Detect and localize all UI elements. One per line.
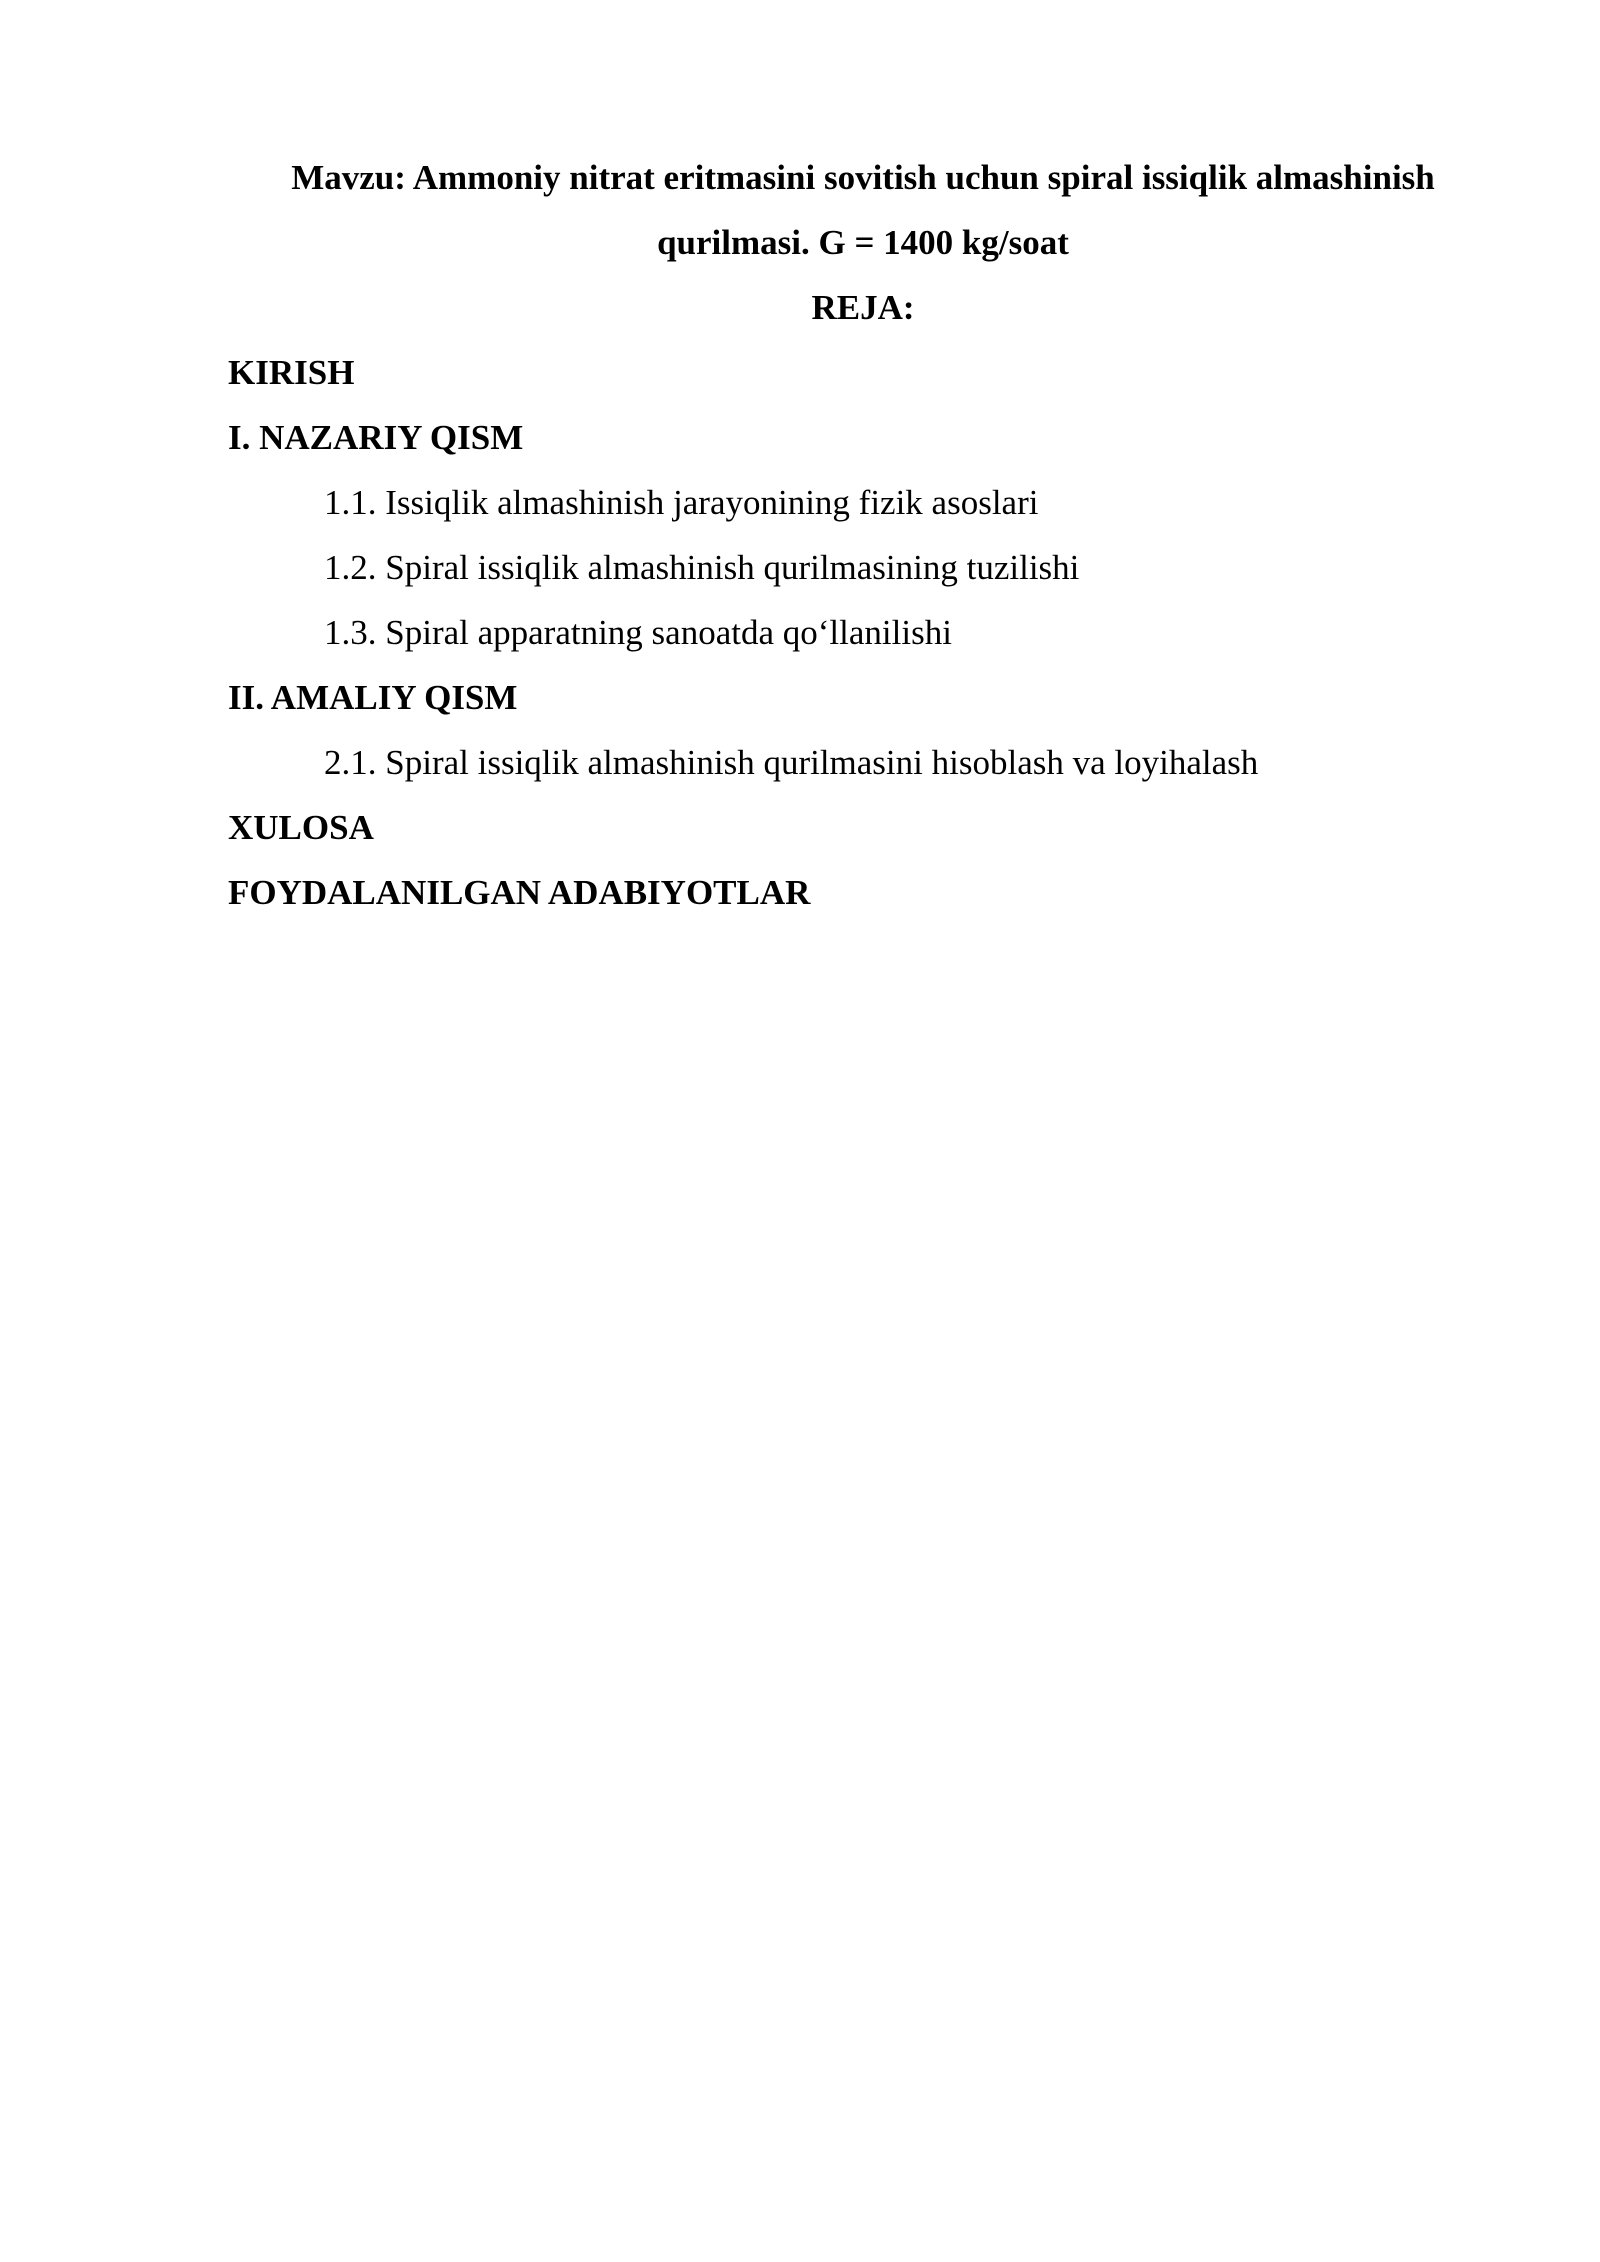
document-title: [226, 145, 1500, 340]
outline-subitem-2-1: 2.1. Spiral issiqlik almashinish qurilmasini hisoblash va loyihalash: [324, 743, 1259, 782]
title-line-1: Mavzu: Ammoniy nitrat eritmasini sovitish uchun spiral issiqlik almashinish: [291, 158, 1435, 197]
outline-item-nazariy-qism: I. NAZARIY QISM: [228, 418, 524, 457]
plan-outline: [228, 340, 1258, 925]
outline-item-amaliy-qism: II. AMALIY QISM: [228, 678, 518, 717]
outline-subitem-1-2: 1.2. Spiral issiqlik almashinish qurilmasining tuzilishi: [324, 548, 1080, 587]
title-line-2: qurilmasi. G = 1400 kg/soat: [657, 223, 1069, 262]
outline-subitem-1-1: 1.1. Issiqlik almashinish jarayonining fizik asoslari: [324, 483, 1039, 522]
plan-heading: REJA:: [811, 288, 915, 327]
outline-item-xulosa: XULOSA: [228, 808, 374, 847]
outline-item-adabiyotlar: FOYDALANILGAN ADABIYOTLAR: [228, 873, 811, 912]
outline-subitem-1-3: 1.3. Spiral apparatning sanoatda qo‘llanilishi: [324, 613, 952, 652]
outline-item-kirish: KIRISH: [228, 353, 355, 392]
